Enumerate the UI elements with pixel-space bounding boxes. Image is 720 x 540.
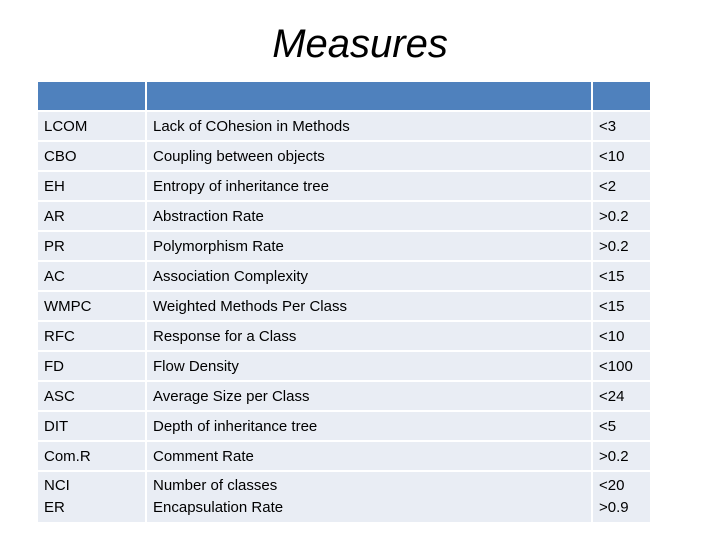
metric-abbr: AR [38, 202, 147, 232]
page-title: Measures [272, 22, 448, 66]
metric-name: Entropy of inheritance tree [147, 172, 593, 202]
metric-threshold: <10 [593, 322, 650, 352]
table-row [38, 112, 650, 142]
metric-abbr: NCI [44, 477, 70, 494]
table-row [38, 292, 650, 322]
table-row [38, 322, 650, 352]
metric-threshold-cell [593, 472, 650, 524]
table-row [38, 472, 650, 524]
metric-threshold: <5 [593, 412, 650, 442]
metric-name: Coupling between objects [147, 142, 593, 172]
metric-name: Flow Density [147, 352, 593, 382]
header-cell-name [147, 82, 593, 112]
table-row [38, 172, 650, 202]
table-row [38, 202, 650, 232]
metric-threshold: <2 [593, 172, 650, 202]
metric-abbr: CBO [38, 142, 147, 172]
metric-name: Comment Rate [147, 442, 593, 472]
table-header-row [38, 82, 650, 112]
metric-abbr: DIT [38, 412, 147, 442]
table-row [38, 352, 650, 382]
metric-abbr: RFC [38, 322, 147, 352]
metric-abbr: ER [44, 499, 65, 516]
header-cell-abbr [38, 82, 147, 112]
header-cell-threshold [593, 82, 650, 112]
metric-name: Abstraction Rate [147, 202, 593, 232]
metric-threshold: <20 [599, 477, 625, 494]
metric-abbr: LCOM [38, 112, 147, 142]
metric-name: Weighted Methods Per Class [147, 292, 593, 322]
table-row [38, 412, 650, 442]
metric-name: Polymorphism Rate [147, 232, 593, 262]
metric-abbr: ASC [38, 382, 147, 412]
table-row [38, 142, 650, 172]
metric-abbr: AC [38, 262, 147, 292]
metric-threshold: <24 [593, 382, 650, 412]
table-row [38, 442, 650, 472]
metric-abbr: PR [38, 232, 147, 262]
metric-threshold: >0.2 [593, 232, 650, 262]
metric-threshold: <15 [593, 292, 650, 322]
metric-threshold: <15 [593, 262, 650, 292]
table-row [38, 262, 650, 292]
metric-threshold: >0.2 [593, 442, 650, 472]
metric-threshold: >0.9 [599, 499, 629, 516]
table-row [38, 232, 650, 262]
metric-name: Number of classes [153, 477, 278, 494]
metric-name: Average Size per Class [147, 382, 593, 412]
metric-abbr: Com.R [38, 442, 147, 472]
metric-name: Response for a Class [147, 322, 593, 352]
metric-threshold: <10 [593, 142, 650, 172]
metric-abbr: FD [38, 352, 147, 382]
metric-abbr: EH [38, 172, 147, 202]
metric-threshold: <3 [593, 112, 650, 142]
metric-threshold: <100 [593, 352, 650, 382]
metric-threshold: >0.2 [593, 202, 650, 232]
metric-name: Encapsulation Rate [153, 499, 284, 516]
metric-name-cell [147, 472, 593, 524]
table-row [38, 382, 650, 412]
metric-name: Depth of inheritance tree [147, 412, 593, 442]
measures-table [38, 82, 650, 524]
metric-name: Lack of COhesion in Methods [147, 112, 593, 142]
metric-abbr: WMPC [38, 292, 147, 322]
metric-name: Association Complexity [147, 262, 593, 292]
metric-abbr-cell [38, 472, 147, 524]
